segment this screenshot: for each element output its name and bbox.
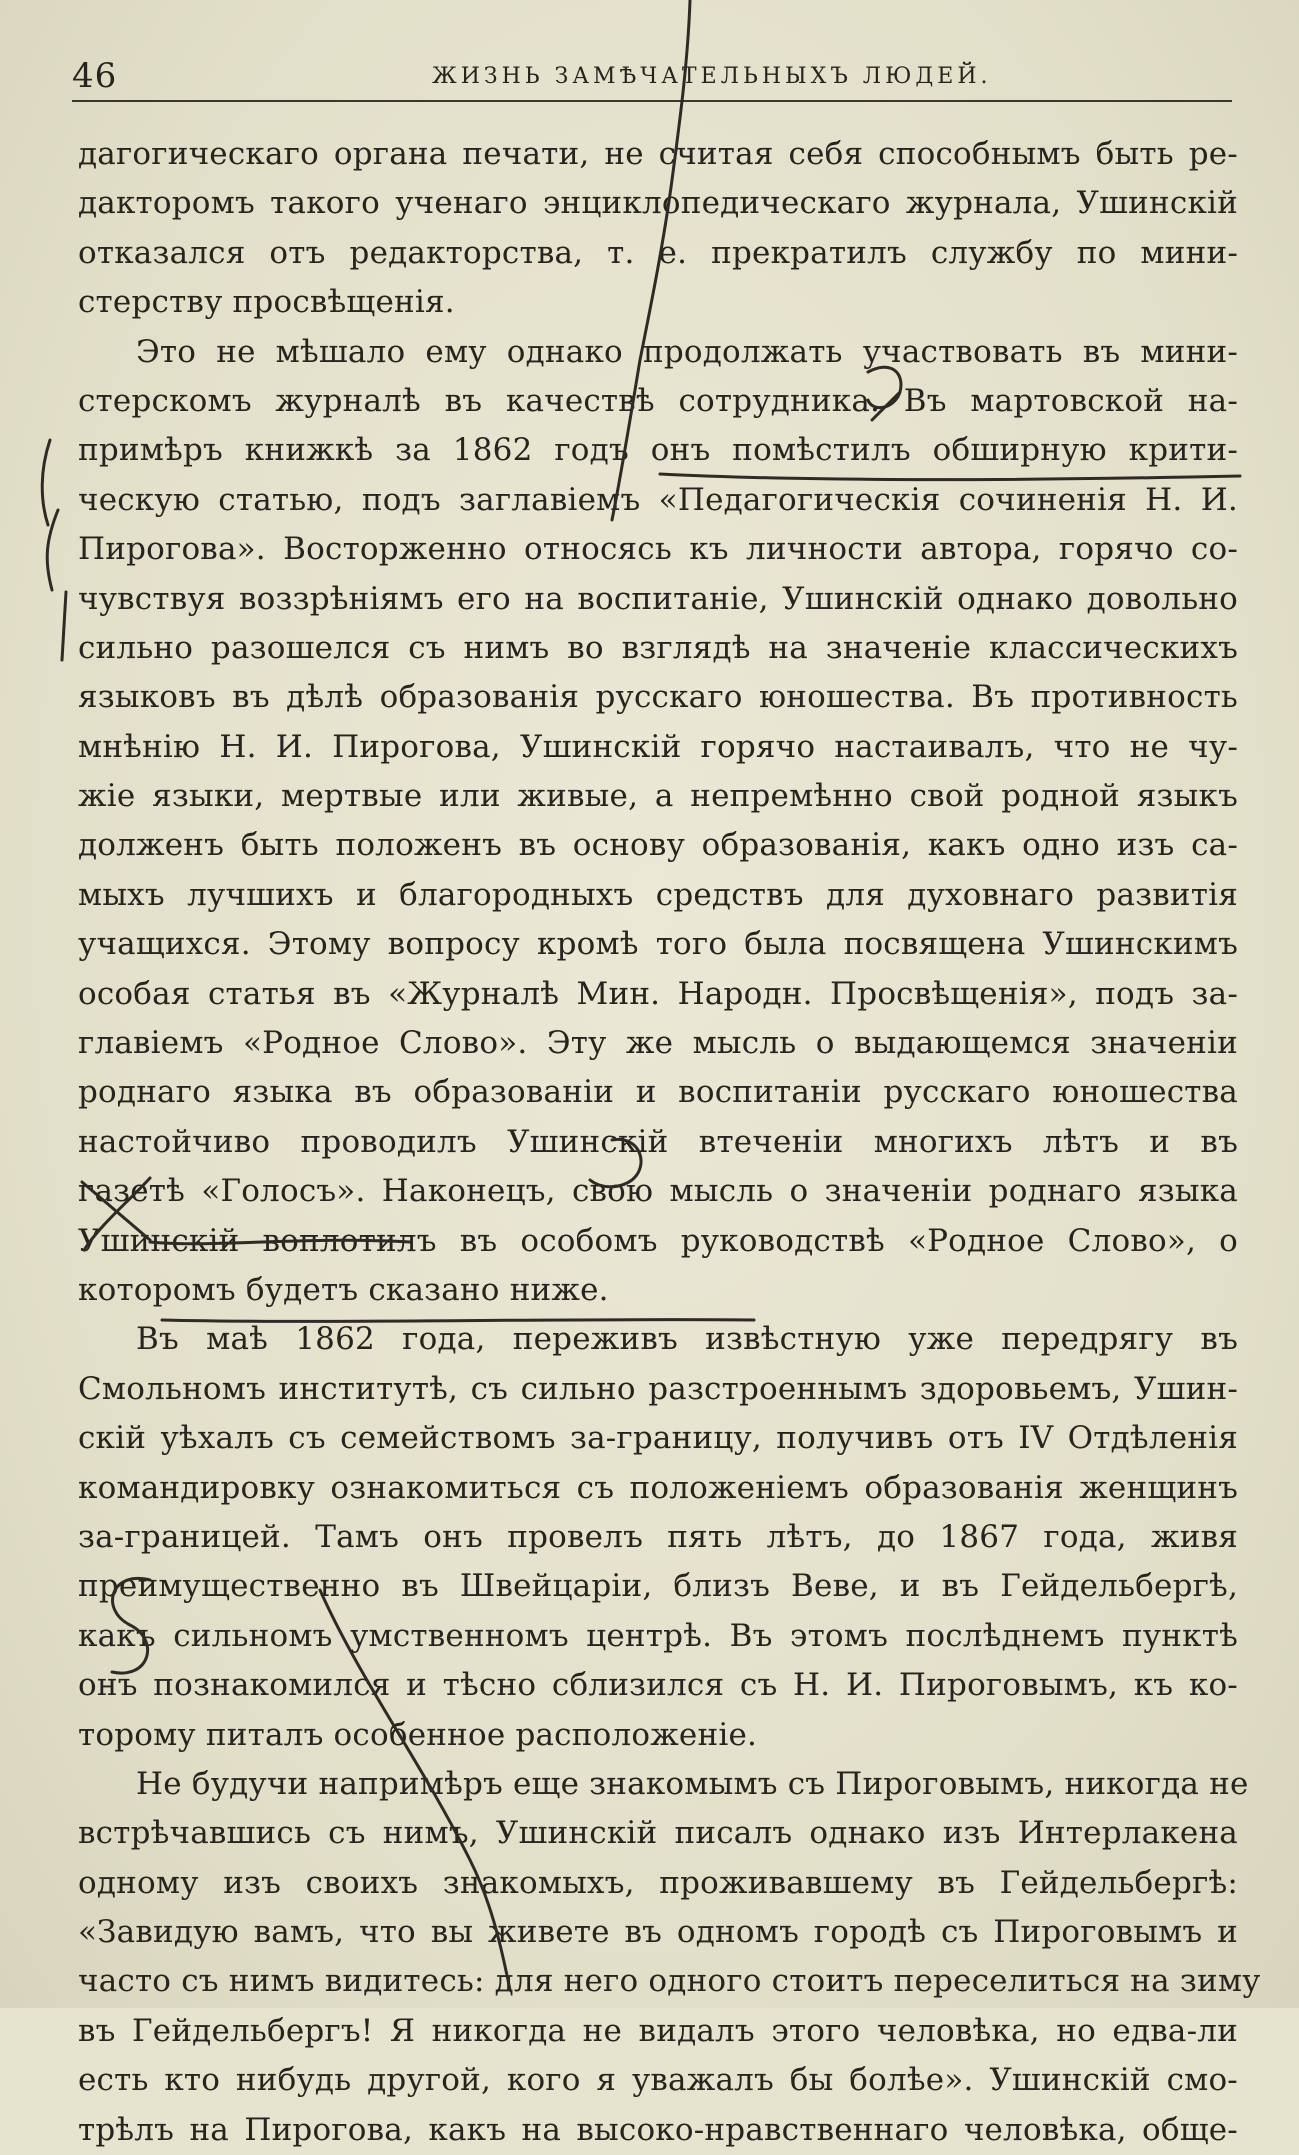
text-line: сильно разошелся съ нимъ во взглядѣ на значеніе классическихъ <box>78 629 1238 666</box>
text-line: жіе языки, мертвые или живые, а непремѣнно свой родной языкъ <box>78 778 1238 815</box>
paragraph-2 <box>78 328 1238 1316</box>
text-line: учащихся. Этому вопросу кромѣ того была посвящена Ушинскимъ <box>78 926 1238 963</box>
text-line: встрѣчавшись съ нимъ, Ушинскій писалъ однако изъ Интерлакена <box>78 1815 1238 1852</box>
text-line: торому питалъ особенное расположеніе. <box>78 1716 758 1753</box>
text-line: преимущественно въ Швейцаріи, близъ Веве, и въ Гейдельбергѣ, <box>78 1568 1238 1605</box>
text-line: Не будучи напримѣръ еще знакомымъ съ Пироговымъ, никогда не <box>136 1765 1249 1802</box>
text-line: отказался отъ редакторства, т. е. прекратилъ службу по мини- <box>78 234 1238 271</box>
text-line: «Завидую вамъ, что вы живете въ одномъ городѣ съ Пироговымъ и <box>78 1914 1238 1951</box>
text-line: за-границей. Тамъ онъ провелъ пять лѣтъ, до 1867 года, живя <box>78 1518 1238 1555</box>
text-line: которомъ будетъ сказано ниже. <box>78 1271 609 1308</box>
text-line: настойчиво проводилъ Ушинскій втеченіи многихъ лѣтъ и въ <box>78 1123 1238 1160</box>
text-line: какъ сильномъ умственномъ центрѣ. Въ этомъ послѣднемъ пунктѣ <box>78 1617 1238 1654</box>
text-line: трѣлъ на Пирогова, какъ на высоко-нравственнаго человѣка, обще- <box>78 2111 1238 2148</box>
text-line: примѣръ книжкѣ за 1862 годъ онъ помѣстилъ обширную крити- <box>78 432 1238 469</box>
text-line: есть кто нибудь другой, кого я уважалъ бы болѣе». Ушинскій смо- <box>78 2062 1238 2099</box>
text-line: чувствуя воззрѣніямъ его на воспитаніе, Ушинскій однако довольно <box>78 580 1238 617</box>
text-line: ческую статью, подъ заглавіемъ «Педагогическія сочиненія Н. И. <box>78 481 1238 518</box>
paragraph-4 <box>78 1760 1261 2155</box>
margin-paren-mark-2 <box>47 510 58 590</box>
text-line: роднаго языка въ образованіи и воспитаніи русскаго юношества <box>78 1074 1238 1111</box>
text-line: скій уѣхалъ съ семействомъ за-границу, получивъ отъ IV Отдѣленія <box>78 1420 1238 1457</box>
text-line: дакторомъ такого ученаго энциклопедическаго журнала, Ушинскій <box>78 185 1238 222</box>
text-line: часто съ нимъ видитесь: для него одного стоитъ переселиться на зиму <box>78 1963 1261 2000</box>
margin-bar-mark <box>62 592 66 660</box>
paragraph-3 <box>78 1315 1238 1760</box>
text-line: Ушинскій воплотилъ въ особомъ руководствѣ «Родное Слово», о <box>78 1222 1238 1259</box>
running-title: ЖИЗНЬ ЗАМѢЧАТЕЛЬНЫХЪ ЛЮДЕЙ. <box>432 64 992 89</box>
text-line: дагогическаго органа печати, не считая себя способнымъ быть ре- <box>78 136 1238 172</box>
text-line: стерству просвѣщенія. <box>78 284 455 321</box>
text-line: командировку ознакомиться съ положеніемъ образованія женщинъ <box>78 1469 1238 1506</box>
page-number: 46 <box>72 56 118 96</box>
text-line: Пирогова». Восторженно относясь къ личности автора, горячо со- <box>78 531 1238 568</box>
text-line: одному изъ своихъ знакомыхъ, проживавшему въ Гейдельбергѣ: <box>78 1864 1238 1901</box>
text-line: мыхъ лучшихъ и благородныхъ средствъ для духовнаго развитія <box>78 876 1238 913</box>
body-text <box>78 130 1261 2155</box>
page-header <box>72 56 1232 104</box>
header-rule <box>72 100 1232 102</box>
paragraph-1 <box>78 130 1238 328</box>
text-line: Это не мѣшало ему однако продолжать участвовать въ мини- <box>136 333 1238 370</box>
margin-paren-mark-1 <box>42 440 50 525</box>
text-line: особая статья въ «Журналѣ Мин. Народн. Просвѣщенія», подъ за- <box>78 975 1238 1012</box>
text-line: долженъ быть положенъ въ основу образованія, какъ одно изъ са- <box>78 827 1238 864</box>
text-line: въ Гейдельбергъ! Я никогда не видалъ этого человѣка, но едва-ли <box>78 2012 1238 2049</box>
text-line: Смольномъ институтѣ, съ сильно разстроеннымъ здоровьемъ, Ушин- <box>78 1370 1238 1407</box>
text-line: языковъ въ дѣлѣ образованія русскаго юношества. Въ противность <box>78 679 1238 716</box>
text-line: стерскомъ журналѣ въ качествѣ сотрудника. Въ мартовской на- <box>78 382 1238 419</box>
text-line: онъ познакомился и тѣсно сблизился съ Н. И. Пироговымъ, къ ко- <box>78 1667 1238 1704</box>
text-line: главіемъ «Родное Слово». Эту же мысль о выдающемся значеніи <box>78 1025 1238 1062</box>
text-line: газетѣ «Голосъ». Наконецъ, свою мысль о значеніи роднаго языка <box>78 1173 1238 1210</box>
text-line: мнѣнію Н. И. Пирогова, Ушинскій горячо настаивалъ, что не чу- <box>78 728 1238 765</box>
text-line: Въ маѣ 1862 года, переживъ извѣстную уже передрягу въ <box>136 1321 1238 1358</box>
